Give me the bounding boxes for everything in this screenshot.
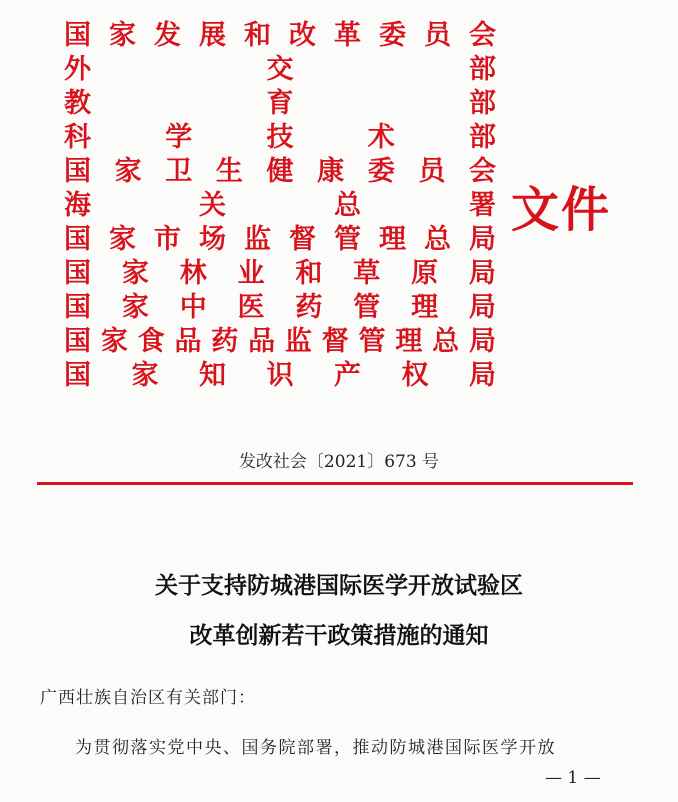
issuer-char: 术 bbox=[367, 122, 395, 153]
issuer-char: 药 bbox=[211, 326, 239, 357]
issuer-char: 委 bbox=[379, 20, 406, 51]
red-divider-line bbox=[37, 482, 633, 485]
issuer-char: 生 bbox=[215, 156, 243, 187]
title-line-2: 改革创新若干政策措施的通知 bbox=[189, 622, 489, 649]
issuer-char: 业 bbox=[237, 258, 265, 289]
issuer-char: 发 bbox=[154, 20, 181, 51]
issuer-char: 家 bbox=[100, 326, 128, 357]
issuer-char: 国 bbox=[64, 156, 91, 187]
issuer-row bbox=[64, 223, 496, 257]
issuer-char: 国 bbox=[64, 20, 91, 51]
issuer-char: 识 bbox=[266, 360, 294, 391]
issuer-char: 国 bbox=[64, 326, 91, 357]
issuer-char: 理 bbox=[411, 292, 439, 323]
issuer-char: 家 bbox=[114, 156, 142, 187]
page-number: — 1 — bbox=[545, 768, 601, 788]
issuer-char: 部 bbox=[469, 88, 496, 119]
issuer-char: 药 bbox=[295, 292, 323, 323]
issuer-row bbox=[64, 325, 496, 359]
issuer-char: 员 bbox=[418, 156, 446, 187]
issuer-char: 家 bbox=[109, 20, 136, 51]
body-paragraph-first-line: 为贯彻落实党中央、国务院部署，推动防城港国际医学开放 bbox=[75, 738, 556, 758]
issuer-char: 会 bbox=[469, 20, 496, 51]
issuer-char: 国 bbox=[64, 224, 91, 255]
issuer-char: 草 bbox=[353, 258, 381, 289]
issuer-char: 监 bbox=[244, 224, 271, 255]
issuer-char: 总 bbox=[334, 190, 361, 221]
issuer-row bbox=[64, 19, 496, 53]
issuer-char: 市 bbox=[154, 224, 181, 255]
issuer-char: 管 bbox=[358, 326, 386, 357]
issuer-char: 科 bbox=[64, 122, 91, 153]
issuer-char: 食 bbox=[137, 326, 165, 357]
issuer-char: 健 bbox=[266, 156, 294, 187]
issuer-char: 国 bbox=[64, 292, 91, 323]
issuer-row bbox=[64, 189, 496, 223]
issuer-char: 林 bbox=[179, 258, 207, 289]
document-number: 发改社会〔2021〕673 号 bbox=[238, 452, 440, 472]
issuer-char: 局 bbox=[469, 360, 496, 391]
issuer-char: 权 bbox=[401, 360, 429, 391]
issuer-char: 外 bbox=[64, 54, 91, 85]
issuer-char: 和 bbox=[295, 258, 323, 289]
issuer-char: 局 bbox=[468, 292, 496, 323]
issuer-char: 管 bbox=[353, 292, 381, 323]
issuer-char: 督 bbox=[321, 326, 349, 357]
issuer-char: 管 bbox=[334, 224, 361, 255]
issuer-char: 革 bbox=[334, 20, 361, 51]
issuer-char: 海 bbox=[64, 190, 91, 221]
issuer-char: 理 bbox=[379, 224, 406, 255]
issuer-char: 育 bbox=[266, 88, 294, 119]
issuer-char: 场 bbox=[199, 224, 226, 255]
issuer-char: 产 bbox=[334, 360, 361, 391]
issuer-char: 部 bbox=[469, 122, 496, 153]
issuer-char: 家 bbox=[109, 224, 136, 255]
issuer-char: 品 bbox=[248, 326, 276, 357]
issuer-char: 局 bbox=[469, 224, 496, 255]
issuer-char: 技 bbox=[266, 122, 294, 153]
issuer-char: 总 bbox=[424, 224, 451, 255]
issuer-char: 署 bbox=[469, 190, 496, 221]
recipient-line: 广西壮族自治区有关部门： bbox=[40, 688, 256, 708]
issuer-char: 监 bbox=[284, 326, 312, 357]
issuer-char: 医 bbox=[237, 292, 265, 323]
issuer-char: 知 bbox=[199, 360, 226, 391]
issuer-char: 中 bbox=[179, 292, 207, 323]
issuer-row bbox=[64, 359, 496, 393]
issuing-authorities-block bbox=[64, 19, 496, 393]
issuer-row bbox=[64, 155, 496, 189]
issuer-char: 教 bbox=[64, 88, 91, 119]
issuer-row bbox=[64, 257, 496, 291]
title-line-1: 关于支持防城港国际医学开放试验区 bbox=[155, 572, 523, 599]
issuer-row bbox=[64, 53, 496, 87]
issuer-char: 关 bbox=[199, 190, 226, 221]
issuer-char: 理 bbox=[395, 326, 423, 357]
issuer-char: 家 bbox=[131, 360, 159, 391]
issuer-char: 委 bbox=[367, 156, 395, 187]
issuer-char: 原 bbox=[411, 258, 439, 289]
issuer-char: 家 bbox=[121, 258, 149, 289]
issuer-char: 改 bbox=[289, 20, 316, 51]
issuer-char: 家 bbox=[121, 292, 149, 323]
document-title bbox=[0, 561, 678, 661]
issuer-char: 局 bbox=[468, 326, 496, 357]
issuer-char: 局 bbox=[468, 258, 496, 289]
issuer-char: 员 bbox=[424, 20, 451, 51]
issuer-char: 康 bbox=[317, 156, 345, 187]
issuer-char: 国 bbox=[64, 360, 91, 391]
issuer-row bbox=[64, 291, 496, 325]
document-suffix: 文件 bbox=[511, 182, 612, 238]
issuer-char: 品 bbox=[174, 326, 202, 357]
issuer-char: 学 bbox=[165, 122, 193, 153]
issuer-row bbox=[64, 87, 496, 121]
issuer-char: 国 bbox=[64, 258, 91, 289]
issuer-char: 督 bbox=[289, 224, 316, 255]
issuer-row bbox=[64, 121, 496, 155]
issuer-char: 展 bbox=[199, 20, 226, 51]
issuer-char: 和 bbox=[244, 20, 271, 51]
issuer-char: 卫 bbox=[165, 156, 193, 187]
issuer-char: 部 bbox=[469, 54, 496, 85]
issuer-char: 交 bbox=[266, 54, 294, 85]
issuer-char: 会 bbox=[469, 156, 496, 187]
issuer-char: 总 bbox=[432, 326, 460, 357]
